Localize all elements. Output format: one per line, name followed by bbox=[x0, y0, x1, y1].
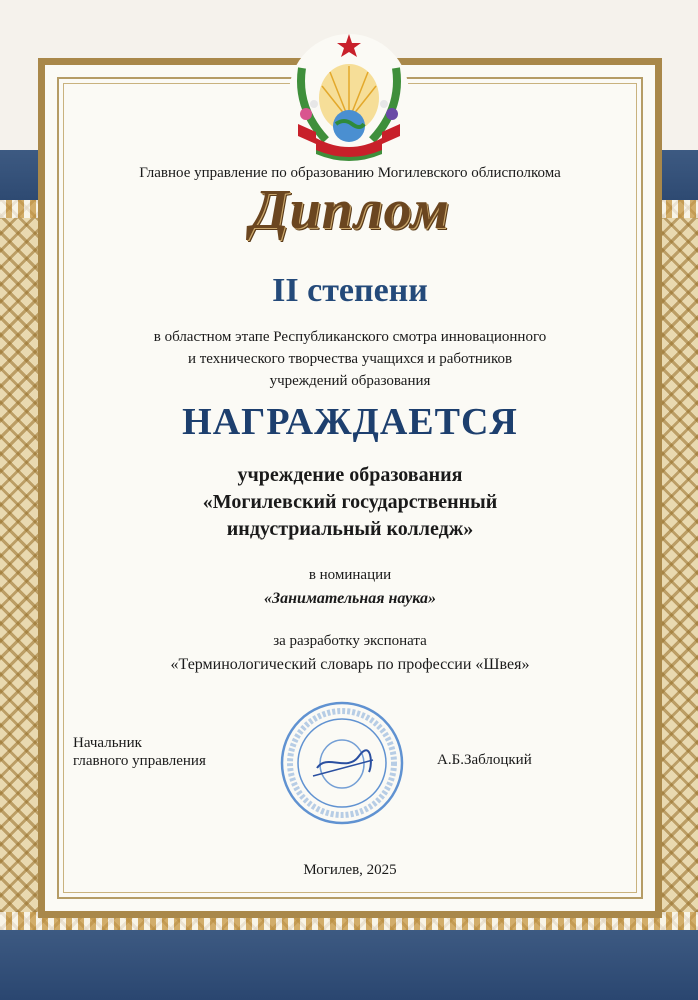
recipient-line: индустриальный колледж» bbox=[226, 518, 474, 540]
description-line: учреждений образования bbox=[269, 373, 431, 389]
description-line: и технического творчества учащихся и работников bbox=[187, 351, 513, 367]
description-line: в областном этапе Республиканского смотра инновационного bbox=[153, 329, 547, 345]
bottom-blue-band bbox=[0, 930, 698, 1000]
official-stamp-icon bbox=[277, 698, 407, 828]
issuing-organization: Главное управление по образованию Могилевского облисполкома bbox=[139, 165, 561, 181]
signatory-name: А.Б.Заблоцкий bbox=[437, 752, 532, 768]
nomination-value: «Занимательная наука» bbox=[264, 590, 436, 607]
signatory-title bbox=[73, 734, 206, 770]
awarded-heading: НАГРАЖДАЕТСЯ bbox=[182, 401, 518, 443]
diploma-degree: II степени bbox=[272, 272, 428, 309]
work-title: «Терминологический словарь по профессии «Швея» bbox=[170, 656, 530, 673]
recipient-name bbox=[38, 462, 662, 543]
recipient-line: учреждение образования bbox=[237, 464, 463, 486]
recipient-line: «Могилевский государственный bbox=[202, 491, 498, 513]
event-description bbox=[38, 326, 662, 392]
signatory-title-line: Начальник bbox=[73, 735, 142, 751]
place-and-year: Могилев, 2025 bbox=[303, 862, 397, 878]
nomination-label: в номинации bbox=[308, 567, 392, 583]
diploma-title: Диплом bbox=[250, 179, 450, 241]
work-label: за разработку экспоната bbox=[273, 633, 427, 649]
signatory-title-line: главного управления bbox=[73, 753, 206, 769]
state-emblem-icon bbox=[286, 28, 412, 164]
